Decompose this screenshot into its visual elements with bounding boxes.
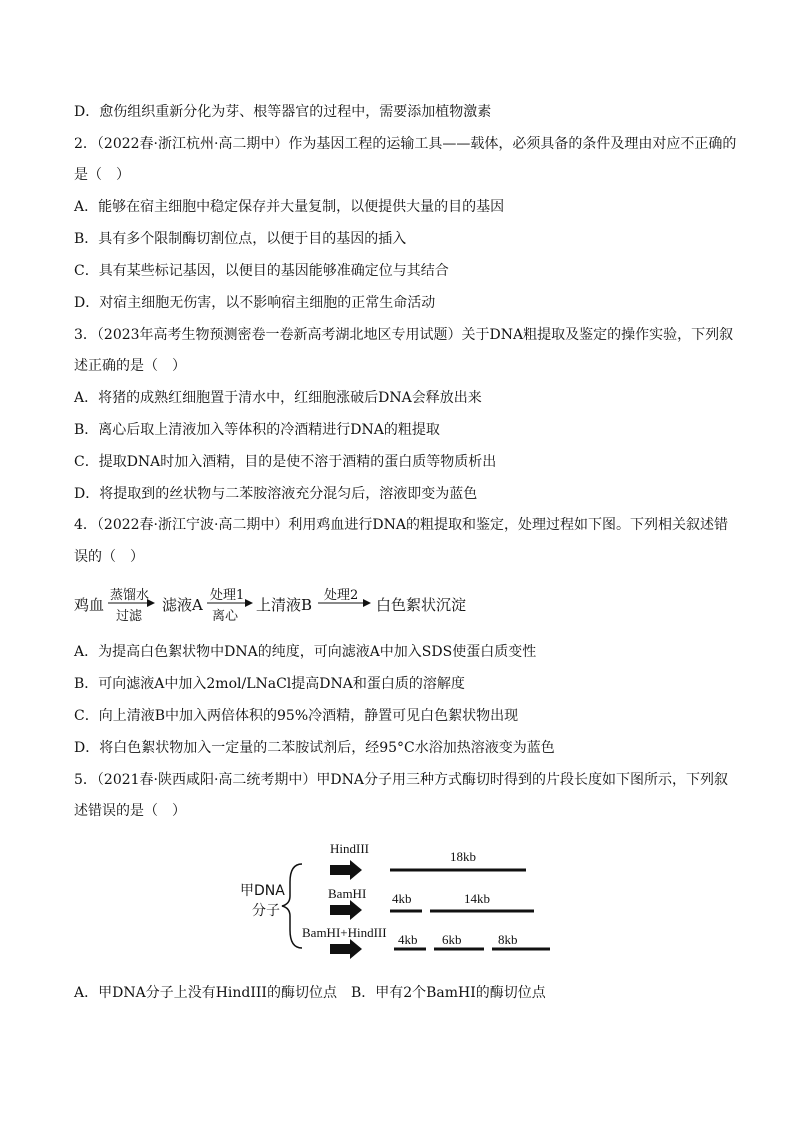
q2-option-b: B．具有多个限制酶切割位点，以便于目的基因的插入 (74, 231, 407, 247)
q4-option-a: A．为提高白色絮状物中DNA的纯度，可向滤液A中加入SDS使蛋白质变性 (74, 644, 537, 660)
q3-option-c: C．提取DNA时加入酒精，目的是使不溶于酒精的蛋白质等物质析出 (74, 454, 497, 470)
q5-stem-line1: 5．（2021春·陕西咸阳·高二统考期中）甲DNA分子用三种方式酶切时得到的片段长度如下图所示，下列叙 (74, 772, 729, 788)
q2-option-c: C．具有某些标记基因，以便目的基因能够准确定位与其结合 (74, 263, 449, 279)
q3-option-b: B．离心后取上清液加入等体积的冷酒精进行DNA的粗提取 (74, 422, 440, 438)
molecule-label-line1: 甲DNA (240, 883, 285, 899)
flow-mid1: 滤液A (162, 596, 203, 614)
flow-mid2: 上清液B (256, 596, 313, 614)
flow-start: 鸡血 (74, 596, 105, 614)
enzyme-bamhi-hindiii: BamHI+HindIII (302, 925, 387, 940)
q2-stem-line2: 是（ ） (74, 167, 130, 183)
q5-stem-line2: 述错误的是（ ） (74, 803, 186, 819)
q2-option-d: D．对宿主细胞无伤害，以不影响宿主细胞的正常生命活动 (74, 295, 436, 311)
q1-option-d: D．愈伤组织重新分化为芽、根等器官的过程中，需要添加植物激素 (74, 104, 492, 120)
flow-step1-top: 蒸馏水 (110, 588, 150, 603)
flow-end: 白色絮状沉淀 (376, 596, 467, 614)
q2-stem-line1: 2．（2022春·浙江杭州·高二期中）作为基因工程的运输工具——载体，必须具备的条件及理由对应不正确的 (74, 136, 737, 152)
q5-options-ab: A．甲DNA分子上没有HindIII的酶切位点 B．甲有2个BamHI的酶切位点 (74, 985, 546, 1001)
q4-stem-line2: 误的（ ） (74, 549, 144, 565)
label-4kb-double: 4kb (398, 932, 418, 947)
flow-step2-bottom: 离心 (212, 609, 239, 624)
q3-option-d: D．将提取到的丝状物与二苯胺溶液充分混匀后，溶液即变为蓝色 (74, 486, 478, 502)
enzyme-hindiii: HindIII (330, 841, 369, 856)
label-14kb: 14kb (464, 891, 490, 906)
q4-stem-line1: 4．（2022春·浙江宁波·高二期中）利用鸡血进行DNA的粗提取和鉴定，处理过程如下图。下列相关叙述错 (74, 517, 729, 533)
flow-step1-bottom: 过滤 (116, 609, 143, 624)
enzyme-bamhi: BamHI (328, 886, 367, 901)
arrow-hindiii (330, 860, 362, 880)
q4-option-b: B．可向滤液A中加入2mol/LNaCl提高DNA和蛋白质的溶解度 (74, 676, 465, 692)
label-6kb: 6kb (442, 932, 462, 947)
q4-option-c: C．向上清液B中加入两倍体积的95%冷酒精，静置可见白色絮状物出现 (74, 708, 519, 724)
flow-step2-top: 处理1 (210, 588, 245, 603)
molecule-label-line2: 分子 (252, 903, 280, 919)
q3-stem-line2: 述正确的是（ ） (74, 358, 186, 374)
arrow-bamhi (330, 900, 362, 920)
label-8kb: 8kb (498, 932, 518, 947)
dna-extraction-flowchart (74, 585, 494, 635)
q3-stem-line1: 3．（2023年高考生物预测密卷一卷新高考湖北地区专用试题）关于DNA粗提取及鉴定的操作实验，下列叙 (74, 327, 734, 343)
q2-option-a: A．能够在宿主细胞中稳定保存并大量复制，以便提供大量的目的基因 (74, 199, 505, 215)
arrow-bamhi-hindiii (330, 939, 362, 959)
label-4kb: 4kb (392, 891, 412, 906)
label-18kb: 18kb (450, 849, 476, 864)
flow-step3-top: 处理2 (324, 588, 359, 603)
brace (282, 864, 302, 948)
q3-option-a: A．将猪的成熟红细胞置于清水中，红细胞涨破后DNA会释放出来 (74, 390, 482, 406)
q4-option-d: D．将白色絮状物加入一定量的二苯胺试剂后，经95°C水浴加热溶液变为蓝色 (74, 740, 555, 756)
restriction-digest-diagram (234, 838, 564, 968)
